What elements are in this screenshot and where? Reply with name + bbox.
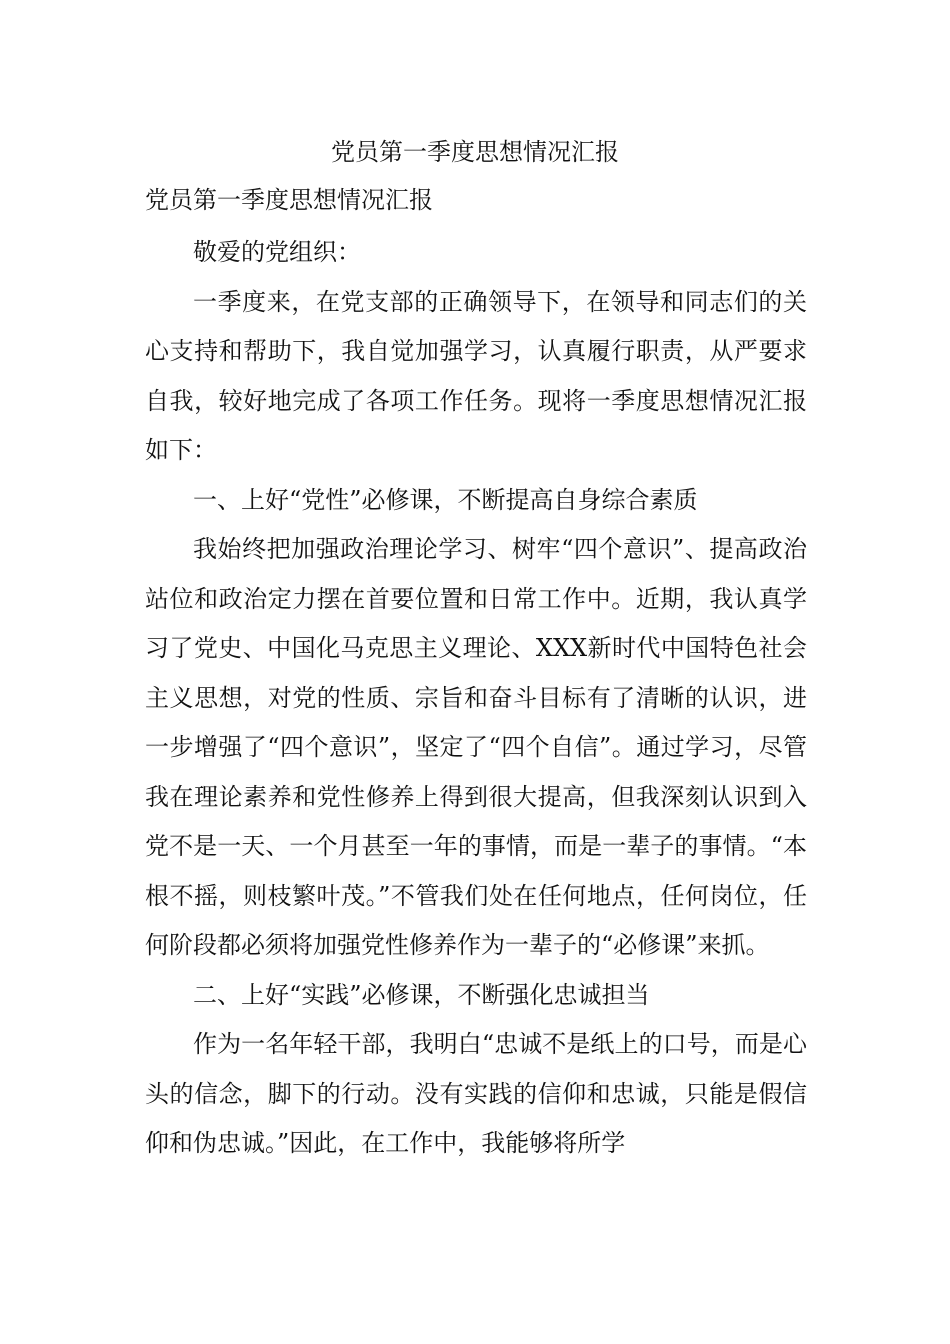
paragraph-intro: 一季度来，在党支部的正确领导下，在领导和同志们的关心支持和帮助下，我自觉加强学习，认真履行职责，从严要求自我，较好地完成了各项工作任务。现将一季度思想情况汇报如下： xyxy=(145,287,807,464)
section-heading-2: 二、上好“实践”必修课，不断强化忠诚担当 xyxy=(193,980,650,1009)
section-heading-1: 一、上好“党性”必修课，不断提高自身综合素质 xyxy=(193,485,698,514)
document-body xyxy=(145,228,807,1169)
document-subtitle: 党员第一季度思想情况汇报 xyxy=(145,186,433,214)
paragraph-section-1: 我始终把加强政治理论学习、树牢“四个意识”、提高政治站位和政治定力摆在首要位置和日常工作中。近期，我认真学习了党史、中国化马克思主义理论、XXX新时代中国特色社会主义思想，对党的性质、宗旨和奋斗目标有了清晰的认识，进一步增强了“四个意识”，坚定了“四个自信”。通过学习，尽管我在理论素养和党性修养上得到很大提高，但我深刻认识到入党不是一天、一个月甚至一年的事情，而是一辈子的事情。“本根不摇，则枝繁叶茂。”不管我们处在任何地点，任何岗位，任何阶段都必须将加强党性修养作为一辈子的“必修课”来抓。 xyxy=(145,535,807,959)
document-title: 党员第一季度思想情况汇报 xyxy=(331,138,619,166)
salutation: 敬爱的党组织： xyxy=(193,238,361,266)
paragraph-section-2: 作为一名年轻干部，我明白“忠诚不是纸上的口号，而是心头的信念，脚下的行动。没有实践的信仰和忠诚，只能是假信仰和伪忠诚。”因此，在工作中，我能够将所学 xyxy=(145,1030,807,1157)
